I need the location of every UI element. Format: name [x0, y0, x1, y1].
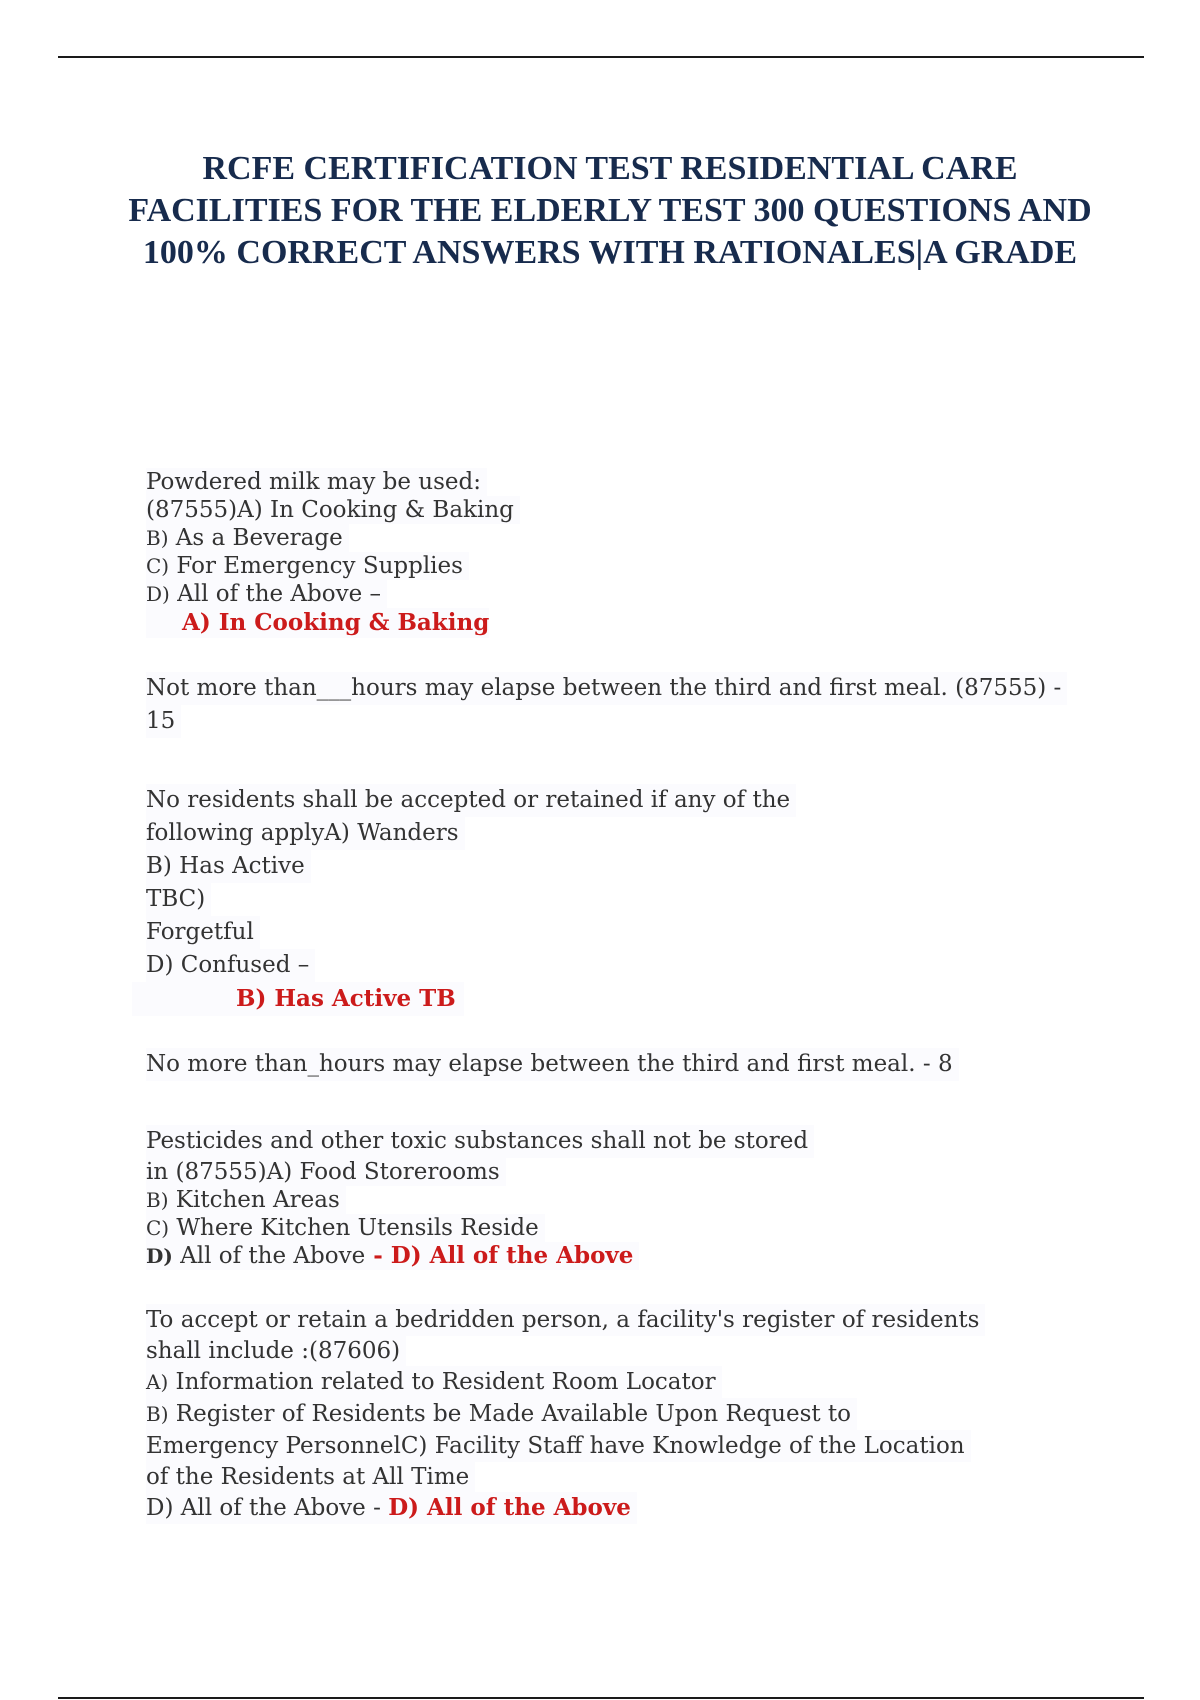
option-c-continued: of the Residents at All Time — [146, 1462, 475, 1492]
option-d — [146, 580, 387, 608]
answer-text: B) Has Active TB — [132, 982, 464, 1016]
question-text: No residents shall be accepted or retained if any of the — [146, 784, 796, 817]
question-powdered-milk — [146, 468, 1106, 638]
option-d — [146, 1242, 639, 1270]
option-letter: B) — [146, 1402, 169, 1426]
option-c: Emergency PersonnelC) Facility Staff have Knowledge of the Location — [146, 1430, 971, 1462]
option-text: All of the Above — [172, 1243, 366, 1269]
answer-value: 15 — [146, 705, 181, 738]
question-text: Powdered milk may be used: — [146, 468, 487, 496]
question-list — [146, 468, 1106, 1524]
question-bedridden-register — [146, 1304, 1106, 1524]
option-b — [146, 524, 349, 552]
option-text: Information related to Resident Room Locator — [168, 1369, 716, 1395]
option-b — [146, 1398, 857, 1430]
bottom-rule — [58, 1697, 1144, 1699]
question-text: Pesticides and other toxic substances shall not be stored — [146, 1125, 814, 1158]
option-letter: D) — [146, 1244, 173, 1268]
option-text: All of the Above – — [169, 581, 382, 607]
option-c: TBC) — [146, 883, 211, 916]
option-letter: D) — [146, 582, 170, 606]
option-b: B) Has Active — [146, 850, 311, 883]
question-pesticides — [146, 1125, 1106, 1270]
option-a: (87555)A) In Cooking & Baking — [146, 496, 520, 524]
question-text-option-a: following applyA) Wanders — [146, 817, 465, 850]
question-meal-interval-15 — [146, 672, 1106, 738]
document-title: RCFE CERTIFICATION TEST RESIDENTIAL CARE FACILITIES FOR THE ELDERLY TEST 300 QUESTIONS AND 100% CORRECT ANSWERS WITH RATIONALES|A GRADE — [128, 150, 1092, 271]
option-text: Kitchen Areas — [168, 1187, 340, 1213]
option-a — [146, 1366, 722, 1398]
option-d: D) Confused – — [146, 949, 315, 982]
option-text: D) All of the Above - — [146, 1495, 389, 1521]
option-c-continued: Forgetful — [146, 916, 260, 949]
option-d — [146, 1492, 637, 1524]
option-text: Register of Residents be Made Available Upon Request to — [168, 1401, 852, 1427]
option-letter: C) — [146, 1216, 170, 1240]
question-text: To accept or retain a bedridden person, a facility's register of residents — [146, 1304, 985, 1336]
option-text: Where Kitchen Utensils Reside — [169, 1215, 539, 1241]
option-b — [146, 1186, 346, 1214]
top-rule — [58, 56, 1144, 58]
answer-text: - D) All of the Above — [365, 1242, 634, 1269]
question-meal-interval-8 — [146, 1048, 1106, 1081]
answer-text: A) In Cooking & Baking — [146, 608, 489, 638]
option-c — [146, 552, 469, 580]
option-c — [146, 1214, 545, 1242]
option-letter: A) — [146, 1370, 169, 1394]
option-text: For Emergency Supplies — [169, 553, 463, 579]
option-text: As a Beverage — [168, 525, 343, 551]
question-text: Not more than___hours may elapse between the third and first meal. (87555) - — [146, 672, 1067, 705]
question-text-continued: shall include :(87606) — [146, 1336, 406, 1366]
option-letter: B) — [146, 526, 169, 550]
answer-text: D) All of the Above — [388, 1494, 631, 1521]
option-a: in (87555)A) Food Storerooms — [146, 1158, 506, 1186]
option-letter: C) — [146, 554, 170, 578]
question-residents-accepted — [146, 784, 1106, 1016]
question-text: No more than_hours may elapse between the third and first meal. - 8 — [146, 1048, 959, 1081]
option-letter: B) — [146, 1188, 169, 1212]
